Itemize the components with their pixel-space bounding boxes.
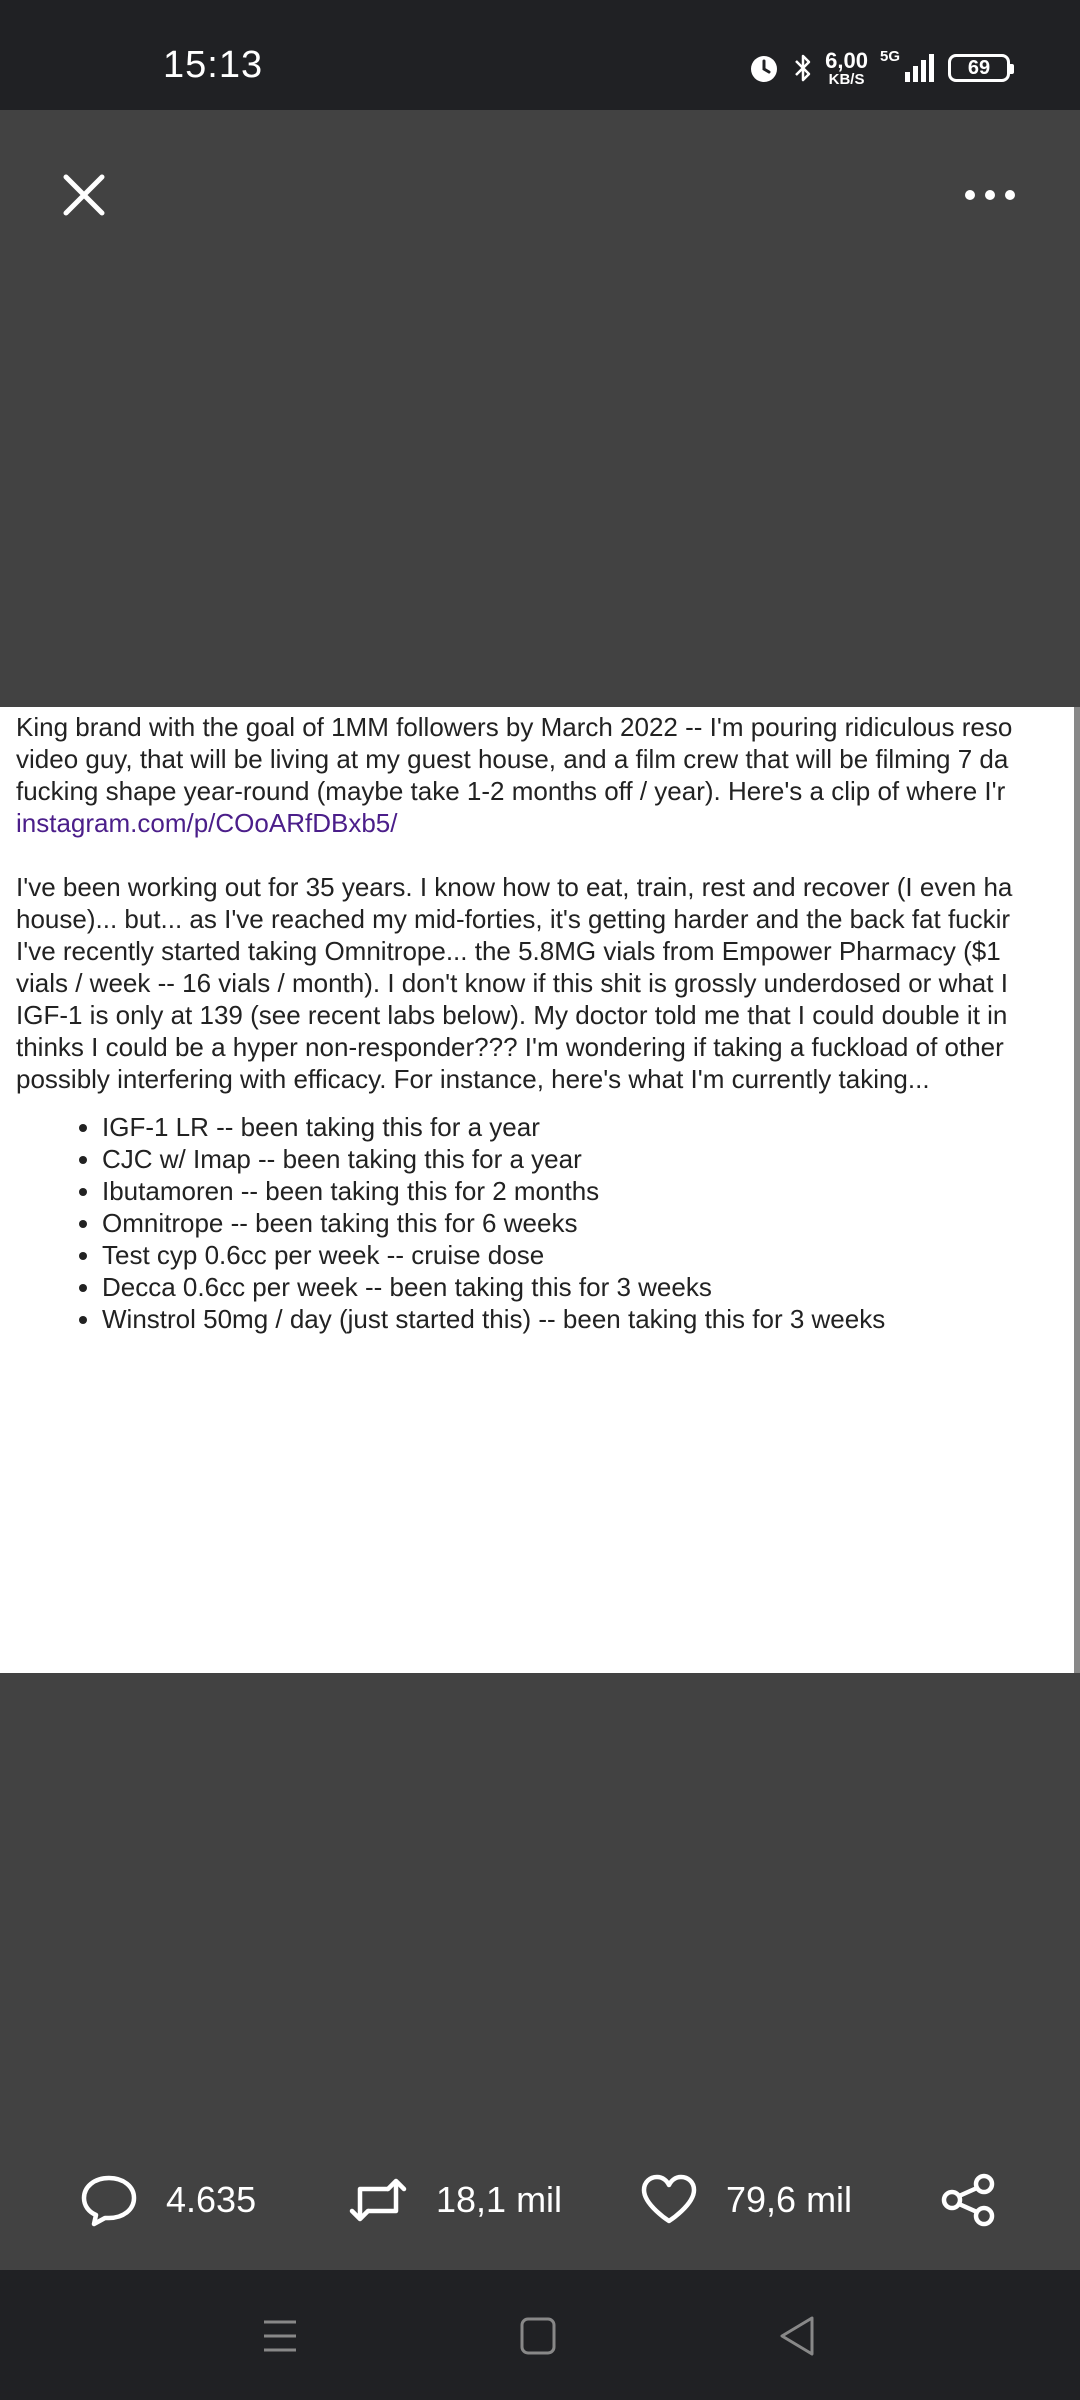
bluetooth-icon xyxy=(793,51,813,85)
system-nav-bar xyxy=(0,2270,1080,2400)
home-icon xyxy=(508,2308,568,2364)
like-button[interactable] xyxy=(640,2150,852,2250)
list-item: • IGF-1 LR -- been taking this for a year xyxy=(102,1111,1080,1143)
list-item: • Decca 0.6cc per week -- been taking this for 3 weeks xyxy=(102,1271,1080,1303)
list-item: • CJC w/ Imap -- been taking this for a year xyxy=(102,1143,1080,1175)
comment-icon xyxy=(80,2173,138,2227)
back-icon xyxy=(768,2308,828,2364)
network-speed-value: 6,00 xyxy=(825,47,868,73)
list-item: • Ibutamoren -- been taking this for 2 months xyxy=(102,1175,1080,1207)
status-icons xyxy=(735,40,1010,96)
heart-icon xyxy=(640,2174,698,2226)
supplement-list xyxy=(16,1111,1080,1335)
text-line: house)... but... as I've reached my mid-forties, it's getting harder and the back fat fuckir xyxy=(16,904,1011,934)
text-line: thinks I could be a hyper non-responder??? I'm wondering if taking a fuckload of other xyxy=(16,1032,1004,1062)
status-time: 15:13 xyxy=(163,44,264,86)
menu-icon xyxy=(250,2308,310,2364)
close-icon xyxy=(56,167,112,223)
post-image[interactable] xyxy=(0,707,1080,1673)
network-speed-unit: KB/S xyxy=(828,70,865,88)
retweet-icon xyxy=(348,2175,408,2225)
text-line: I've been working out for 35 years. I know how to eat, train, rest and recover (I even ha xyxy=(16,872,1013,902)
text-line: vials / week -- 16 vials / month). I don't know if this shit is grossly underdosed or what I xyxy=(16,968,1008,998)
share-icon xyxy=(940,2172,996,2228)
status-bar xyxy=(0,0,1080,110)
text-line: IGF-1 is only at 139 (see recent labs below). My doctor told me that I could double it in xyxy=(16,1000,1008,1030)
retweet-button[interactable] xyxy=(348,2150,562,2250)
retweet-count: 18,1 mil xyxy=(436,2179,563,2220)
list-item: • Omnitrope -- been taking this for 6 weeks xyxy=(102,1207,1080,1239)
network-speed xyxy=(825,47,868,88)
comment-button[interactable] xyxy=(80,2150,256,2250)
more-options-button[interactable] xyxy=(960,180,1020,210)
image-edge xyxy=(1074,707,1080,1673)
more-options-icon xyxy=(960,180,1020,210)
battery-level: 69 xyxy=(967,56,991,79)
text-line: King brand with the goal of 1MM followers by March 2022 -- I'm pouring ridiculous reso xyxy=(16,712,1013,742)
recent-apps-button[interactable] xyxy=(250,2308,310,2364)
text-line: possibly interfering with efficacy. For instance, here's what I'm currently taking... xyxy=(16,1064,930,1094)
text-line: I've recently started taking Omnitrope... the 5.8MG vials from Empower Pharmacy ($1 xyxy=(16,936,1001,966)
comment-count: 4.635 xyxy=(166,2179,257,2220)
signal-icon xyxy=(904,52,936,84)
back-button[interactable] xyxy=(768,2308,828,2364)
close-button[interactable] xyxy=(56,167,112,223)
instagram-link[interactable]: instagram.com/p/COoARfDBxb5/ xyxy=(16,808,398,838)
text-line: video guy, that will be living at my guest house, and a film crew that will be filming 7 da xyxy=(16,744,1009,774)
alarm-icon xyxy=(747,51,781,85)
list-item: • Winstrol 50mg / day (just started this) -- been taking this for 3 weeks xyxy=(102,1303,1080,1335)
network-type: 5G xyxy=(879,47,900,65)
action-bar xyxy=(0,2150,1080,2250)
like-count: 79,6 mil xyxy=(726,2179,853,2220)
text-line: fucking shape year-round (maybe take 1-2 months off / year). Here's a clip of where I'r xyxy=(16,776,1006,806)
post-image-text xyxy=(16,711,1080,1335)
home-button[interactable] xyxy=(508,2308,568,2364)
share-button[interactable] xyxy=(940,2150,996,2250)
list-item: • Test cyp 0.6cc per week -- cruise dose xyxy=(102,1239,1080,1271)
battery-icon xyxy=(948,54,1010,82)
